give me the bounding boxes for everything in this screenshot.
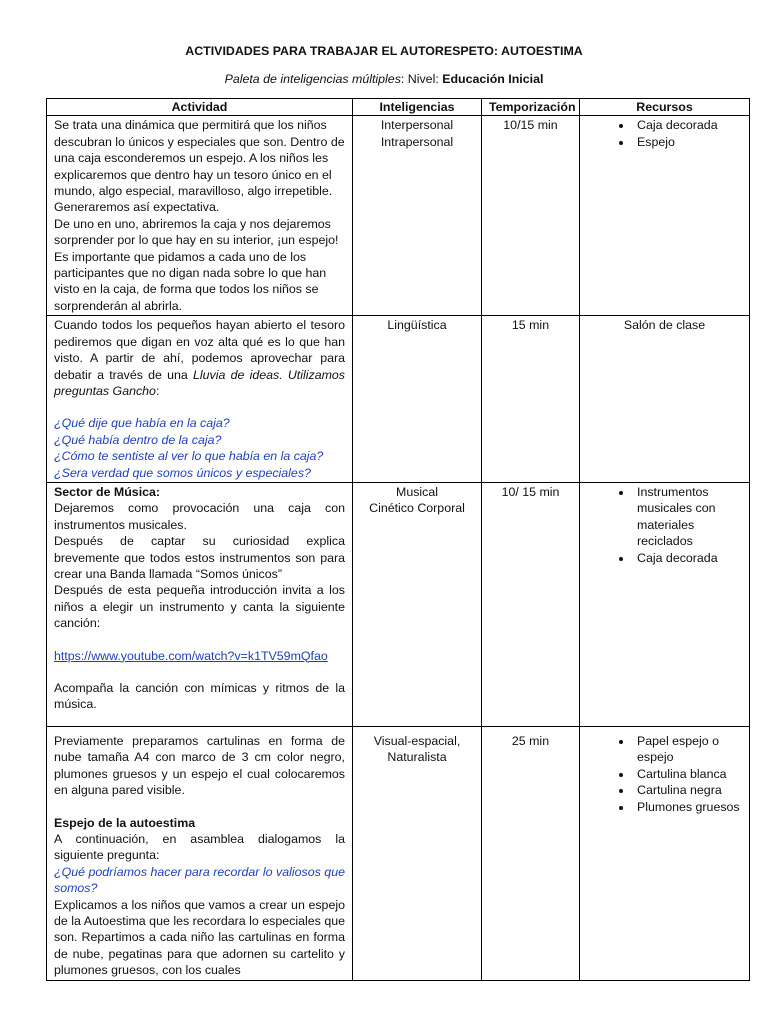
list-item: • Espejo	[633, 134, 742, 150]
time-cell: 25 min	[482, 726, 580, 980]
activity-text: Después de esta pequeña introducción invita a los niños a elegir un instrumento y canta la siguiente canción:	[54, 583, 345, 631]
activity-cell	[47, 116, 353, 316]
table-row	[47, 726, 750, 980]
page-title: ACTIVIDADES PARA TRABAJAR EL AUTORESPETO: AUTOESTIMA	[185, 44, 583, 58]
intelligence: Intrapersonal	[380, 134, 454, 149]
intelligences-cell	[353, 116, 482, 316]
activity-text-b: :	[155, 383, 160, 398]
resources-list	[587, 484, 742, 566]
section-heading: Espejo de la autoestima	[54, 815, 196, 830]
intelligence: Visual-espacial,	[373, 733, 461, 748]
resources-list	[587, 117, 742, 150]
section-heading: Sector de Música:	[54, 484, 161, 499]
activity-text-italic: Lluvia de ideas. Utilizamos preguntas Gancho	[54, 367, 345, 398]
list-item: • Cartulina blanca	[633, 766, 742, 782]
intelligences-cell	[353, 726, 482, 980]
activity-cell	[47, 316, 353, 483]
header-actividad: Actividad	[47, 99, 353, 116]
time-cell: 15 min	[482, 316, 580, 483]
header-recursos: Recursos	[580, 99, 750, 116]
activity-cell	[47, 726, 353, 980]
activity-text: Previamente preparamos cartulinas en forma de nube tamaña A4 con marco de 3 cm color negro, plumones gruesos y un espejo el cual colocaremos en alguna pared visible.	[54, 733, 345, 798]
subtitle-palette: Paleta de inteligencias múltiples	[224, 72, 401, 86]
table-header-row	[47, 99, 750, 116]
activity-text: De uno en uno, abriremos la caja y nos dejaremos sorprender por lo que hay en su interior, ¡un espejo! Es importante que pidamos a cada uno de los participantes que no digan nada sobre lo que han visto en la caja, de forma que todos los niños se sorprenderán al abrirla.	[54, 216, 339, 313]
list-item: • Caja decorada	[633, 117, 742, 133]
activity-text: A continuación, en asamblea dialogamos la siguiente pregunta:	[54, 831, 345, 863]
resources-cell: Salón de clase	[580, 316, 750, 483]
activity-text	[54, 317, 345, 399]
subtitle-level-label: : Nivel:	[400, 72, 443, 86]
list-item: • Cartulina negra	[633, 782, 742, 798]
page-subtitle	[0, 71, 768, 87]
table-row	[47, 482, 750, 726]
resources-list	[587, 733, 742, 815]
activity-text: Explicamos a los niños que vamos a crear un espejo de la Autoestima que les recordara lo especiales que son. Repartimos a cada niño las cartulinas en forma de nube, pegatinas para que adornen su cartelito y plumones gruesos, con los cuales	[54, 897, 345, 978]
list-item: • Plumones gruesos	[633, 799, 742, 815]
list-item: • Instrumentos musicales con materiales reciclados	[633, 484, 742, 550]
header-temporizacion: Temporización	[482, 99, 580, 116]
resources-cell	[580, 726, 750, 980]
question: ¿Qué podríamos hacer para recordar lo valiosos que somos?	[54, 864, 345, 896]
header-inteligencias: Inteligencias	[353, 99, 482, 116]
intelligence: Musical	[396, 484, 438, 499]
intelligences-cell: Lingüística	[353, 316, 482, 483]
activity-text: Se trata una dinámica que permitirá que los niños descubran lo únicos y especiales que son. Dentro de una caja esconderemos un espejo. A los niños les explicaremos que dentro hay un tesoro único en el mundo, algo especial, maravilloso, algo irrepetible. Generaremos así expectativa.	[54, 118, 345, 215]
list-item: • Caja decorada	[633, 550, 742, 566]
question: ¿Sera verdad que somos únicos y especiales?	[54, 465, 311, 480]
activities-table	[46, 98, 750, 981]
intelligence: Cinético Corporal	[369, 501, 465, 516]
question: ¿Cómo te sentiste al ver lo que había en la caja?	[54, 449, 324, 464]
subtitle-level: Educación Inicial	[442, 72, 544, 86]
list-item: • Papel espejo o espejo	[633, 733, 742, 766]
question: ¿Qué dije que había en la caja?	[54, 416, 230, 431]
resources-cell	[580, 116, 750, 316]
intelligence: Naturalista	[387, 750, 447, 765]
activity-text-a: Cuando todos los pequeños hayan abierto el tesoro pediremos que digan en voz alta qué es lo que han visto. A partir de ahí, podemos aprovechar para debatir a través de una	[54, 318, 345, 382]
intelligences-cell	[353, 482, 482, 726]
activity-text: Acompaña la canción con mímicas y ritmos de la música.	[54, 681, 345, 712]
activity-cell	[47, 482, 353, 726]
time-cell: 10/ 15 min	[482, 482, 580, 726]
activity-text: Después de captar su curiosidad explica brevemente que todos estos instrumentos son para crear una Banda llamada “Somos únicos”	[54, 534, 345, 581]
table-row	[47, 316, 750, 483]
activity-text: Dejaremos como provocación una caja con instrumentos musicales.	[54, 501, 345, 532]
youtube-link[interactable]: https://www.youtube.com/watch?v=k1TV59mQfao	[54, 648, 328, 663]
time-cell: 10/15 min	[482, 116, 580, 316]
question: ¿Qué había dentro de la caja?	[54, 432, 222, 447]
table-row	[47, 116, 750, 316]
resources-cell	[580, 482, 750, 726]
intelligence: Interpersonal	[380, 118, 454, 133]
